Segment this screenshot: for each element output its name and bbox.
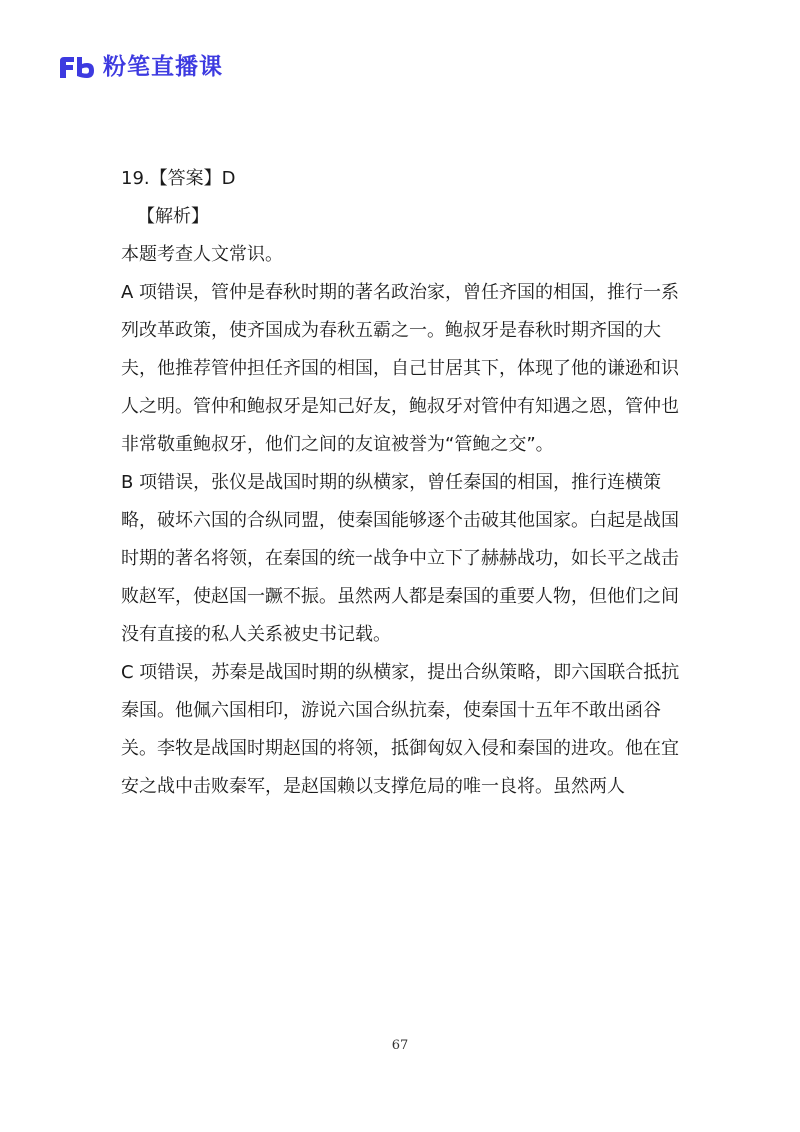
logo-text: 粉笔直播课 (103, 54, 223, 80)
page-number: 67 (391, 1038, 409, 1053)
brand-logo (57, 52, 223, 82)
intro-paragraph: 本题考查人文常识。 (121, 244, 283, 265)
option-a-explanation: A 项错误，管仲是春秋时期的著名政治家，曾任齐国的相国，推行一系列改革政策，使齐国成为春秋五霸之一。鲍叔牙是春秋时期齐国的大夫，他推荐管仲担任齐国的相国，自己甘居其下，体现了他的谦逊和识人之明。管仲和鲍叔牙是知己好友，鲍叔牙对管仲有知遇之恩，管仲也非常敬重鲍叔牙，他们之间的友谊被誉为“管鲍之交”。 (121, 282, 680, 455)
analysis-title: 【解析】 (137, 206, 209, 227)
option-b-explanation: B 项错误，张仪是战国时期的纵横家，曾任秦国的相国，推行连横策略，破坏六国的合纵同盟，使秦国能够逐个击破其他国家。白起是战国时期的著名将领，在秦国的统一战争中立下了赫赫战功，如长平之战击败赵军，使赵国一蹶不振。虽然两人都是秦国的重要人物，但他们之间没有直接的私人关系被史书记载。 (121, 472, 679, 645)
question-explanation (121, 160, 681, 806)
fb-logo-icon (57, 54, 97, 80)
option-c-explanation: C 项错误，苏秦是战国时期的纵横家，提出合纵策略，即六国联合抵抗秦国。他佩六国相印，游说六国合纵抗秦，使秦国十五年不敢出函谷关。李牧是战国时期赵国的将领，抵御匈奴入侵和秦国的进攻。他在宜安之战中击败秦军，是赵国赖以支撑危局的唯一良将。虽然两人 (121, 662, 680, 797)
answer-line: 19.【答案】D (121, 168, 236, 189)
